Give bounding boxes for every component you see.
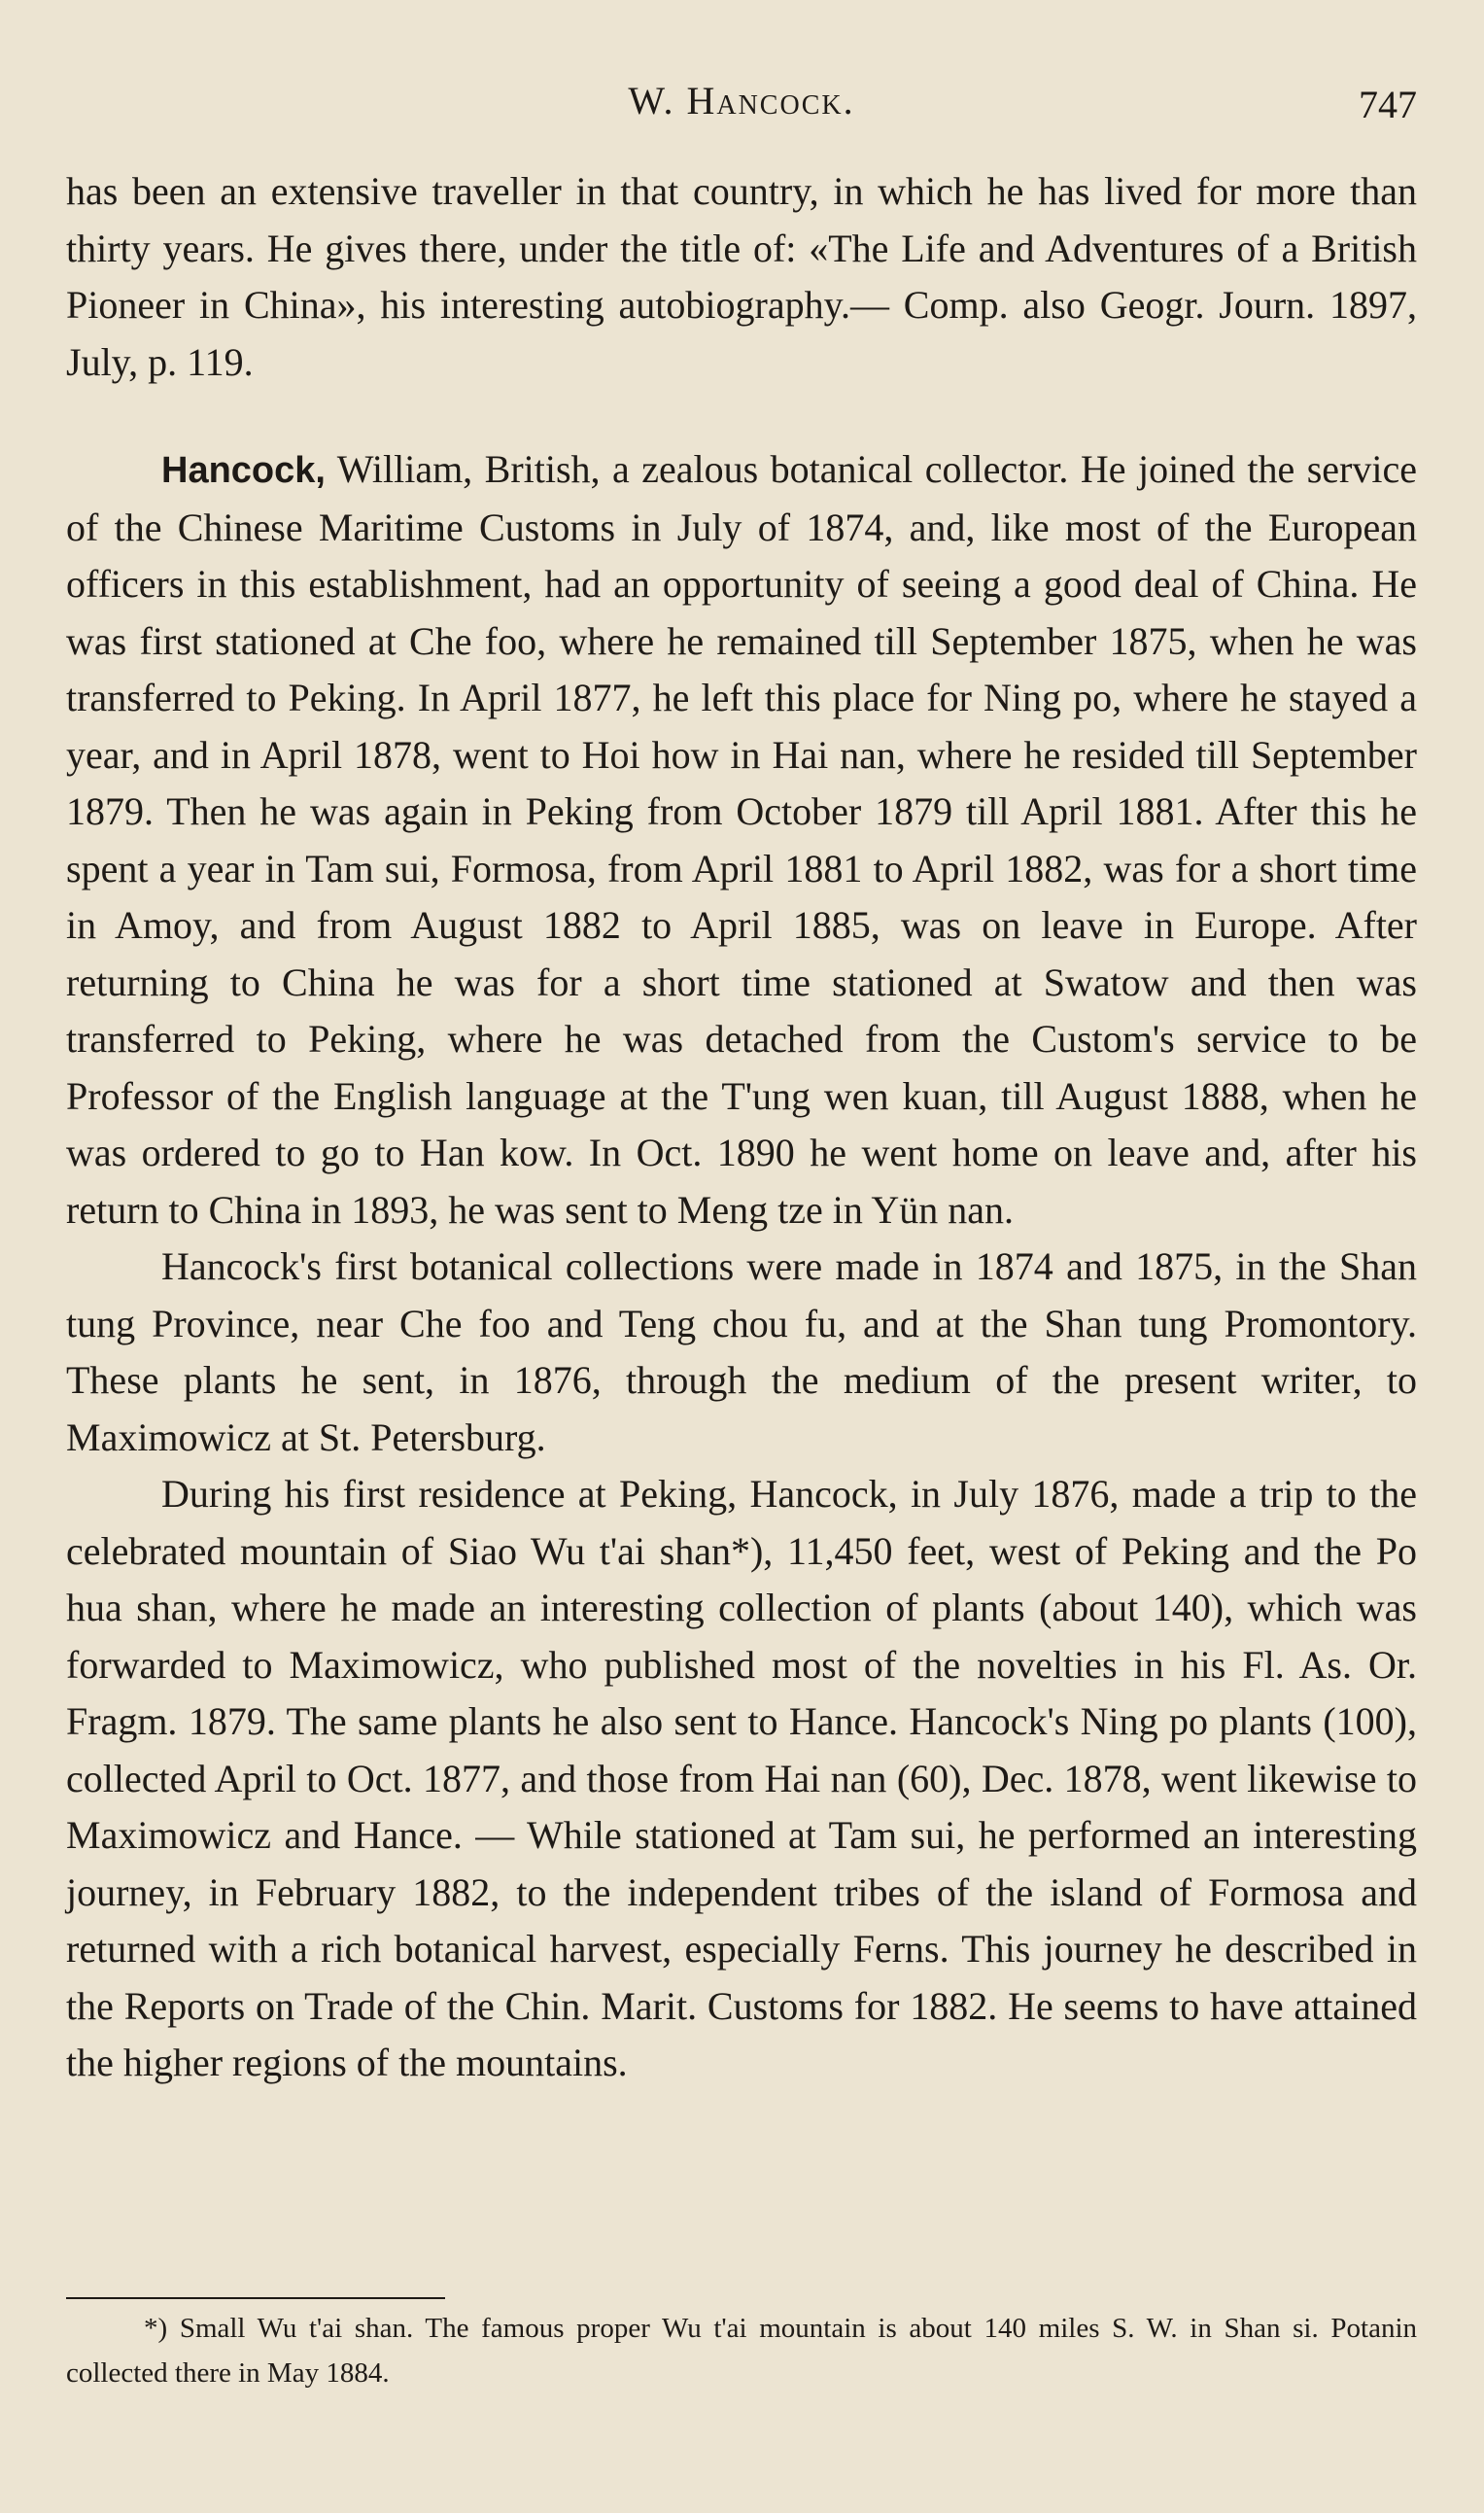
footnote-text: *) Small Wu t'ai shan. The famous proper Wu t'ai mountain is about 140 miles S. W. in Shan si. Potanin collected there in May 1884. bbox=[66, 2313, 1417, 2389]
footnote-divider bbox=[66, 2297, 445, 2299]
entry-paragraph bbox=[66, 441, 1417, 1239]
entry-name: Hancock, bbox=[161, 450, 326, 491]
peking-residence-paragraph: During his first residence at Peking, Hancock, in July 1876, made a trip to the celebrated mountain of Siao Wu t'ai shan*), 11,450 feet, west of Peking and the Po hua shan, where he made an interesting collection of plants (about 140), which was forwarded to Maximowicz, who published most of the novelties in his Fl. As. Or. Fragm. 1879. The same plants he also sent to Hance. Hancock's Ning po plants (100), collected April to Oct. 1877, and those from Hai nan (60), Dec. 1878, went likewise to Maximowicz and Hance. — While stationed at Tam sui, he performed an interesting journey, in February 1882, to the independent tribes of the island of Formosa and returned with a rich botanical harvest, especially Ferns. This journey he described in the Reports on Trade of the Chin. Marit. Customs for 1882. He seems to have attained the higher regions of the mountains. bbox=[66, 1472, 1417, 2084]
page-number: 747 bbox=[1359, 83, 1417, 126]
botanical-collections-paragraph: Hancock's first botanical collections were made in 1874 and 1875, in the Shan tung Province, near Che foo and Teng chou fu, and at the Shan tung Promontory. These plants he sent, in 1876, through the medium of the present writer, to Maximowicz at St. Petersburg. bbox=[66, 1244, 1417, 1459]
footnote bbox=[66, 2306, 1417, 2395]
main-text bbox=[66, 163, 1417, 2092]
continuation-paragraph: has been an extensive traveller in that country, in which he has lived for more than thirty years. He gives there, under the title of: «The Life and Adventures of a British Pioneer in China», his interesting autobiography.— Comp. also Geogr. Journ. 1897, July, p. 119. bbox=[66, 169, 1417, 384]
page-header bbox=[66, 78, 1417, 136]
entry-intro-text: William, British, a zealous botanical collector. He joined the service of the Chinese Maritime Customs in July of 1874, and, like most of the European officers in this establishment, had an opportunity of seeing a good deal of China. He was first stationed at Che foo, where he remained till September 1875, when he was transferred to Peking. In April 1877, he left this place for Ning po, where he stayed a year, and in April 1878, went to Hoi how in Hai nan, where he resided till September 1879. Then he was again in Peking from October 1879 till April 1881. After this he spent a year in Tam sui, Formosa, from April 1881 to April 1882, was for a short time in Amoy, and from August 1882 to April 1885, was on leave in Europe. After returning to China he was for a short time stationed at Swatow and then was transferred to Peking, where he was detached from the Custom's service to be Professor of the English language at the T'ung wen kuan, till August 1888, when he was ordered to go to Han kow. In Oct. 1890 he went home on leave and, after his return to China in 1893, he was sent to Meng tze in Yün nan. bbox=[66, 447, 1417, 1232]
running-title: W. Hancock. bbox=[628, 79, 855, 122]
